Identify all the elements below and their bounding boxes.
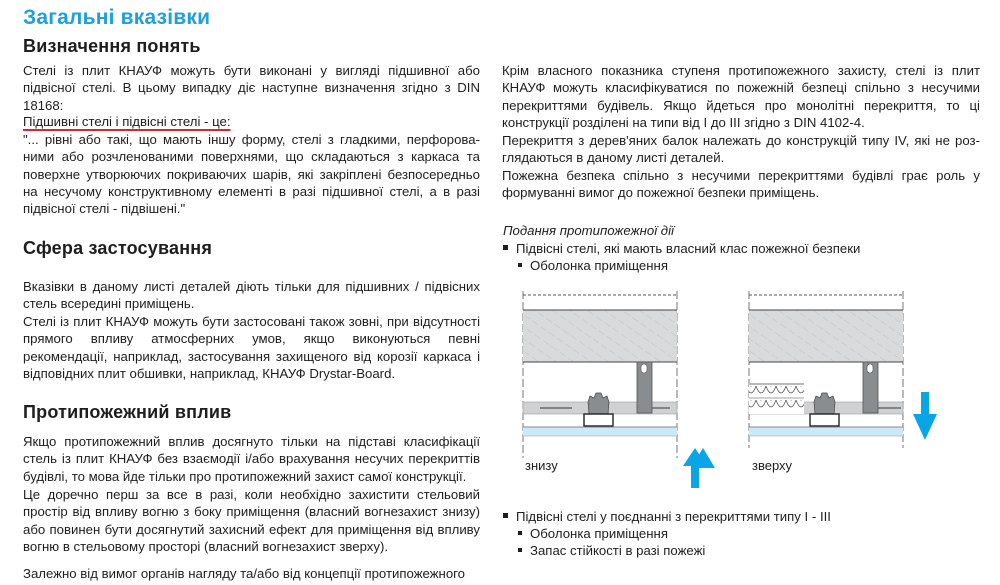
down-arrow-icon [910,392,940,442]
paragraph: Вказівки в даному листі деталей діють тільки для підшивних / підвісних стель всередині приміщень. [23,279,480,312]
list-subitem: Запас стійкості в разі пожежі [518,542,705,559]
ceiling-diagram-above [746,288,916,448]
paragraph: Перекриття з дерев'яних балок належать до конструкцій типу IV, які не роз-глядаються в даному листі деталей. [502,133,980,166]
list-subitem: Оболонка приміщення [518,257,668,274]
paragraph: Якщо протипожежний вплив досягнуто тільки на підставі класифікації стель із плит КНАУФ без взаємодії і/або врахування несучих перекриттів будівлі, то мова йде тільки про протипожежний захист самої конструкції. [23,434,480,484]
page-title: Загальні вказівки [23,6,211,29]
diagram-caption-above: зверху [752,458,793,473]
paragraph: Стелі із плит КНАУФ можуть бути виконані у вигляді підшивної або підвісної стелі. В цьому випадку діє наступне визначення згідно з DIN 18168: [23,63,480,113]
definition-label: Підшивні стелі і підвісні стелі - це: [23,114,231,129]
list-item: Підвісні стелі, які мають власний клас пожежної безпеки [503,240,860,257]
diagram-caption-below: знизу [525,458,558,473]
paragraph-quote: "... рівні або такі, що мають іншу форму, стелі з гладкими, перфорова-ними або розчленованими поверхнями, що складаються з каркаса та поверхне утворюючих покриваючих шарів, які закріплені безпосередньо на несучому конструктивному елементі в разі підшивної стелі, а в разі підвісної стелі - підвішені." [23,132,480,217]
paragraph: Пожежна безпека спільно з несучими перекриттями будівлі грає роль у формуванні вимог до пожежної безпеки приміщень. [502,168,980,201]
paragraph: Крім власного показника ступеня протипожежного захисту, стелі із плит КНАУФ можуть класифікуватися по пожежній безпеці спільно з несучими перекриттями будівель. Якщо йдеться про монолітні перекриття, то ці конструкції розділені на типи від I до III згідно з DIN 4102-4. [502,63,980,130]
underlined-term [23,113,480,130]
paragraph: Залежно від вимог органів нагляду та/або від концепції протипожежного [23,566,466,581]
bullet-icon [518,548,522,552]
bullet-icon [518,531,522,535]
section-heading-scope: Сфера застосування [23,238,213,258]
bullet-icon [518,263,522,267]
bullet-icon [503,513,508,518]
bullet-icon [503,245,508,250]
list-subitem: Оболонка приміщення [518,525,668,542]
up-arrow-icon [680,448,710,490]
fire-section-title: Подання протипожежної дії [503,223,674,238]
section-heading-fire: Протипожежний вплив [23,402,232,422]
section-heading-definitions: Визначення понять [23,36,201,56]
paragraph: Стелі із плит КНАУФ можуть бути застосовані також зовні, при відсутності прямого впливу атмосферних умов, якщо виконуються певні рекомендації, наприклад, застосування захищеного від корозії каркаса і відповідних плит обшивки, наприклад, КНАУФ Drystar-Board. [23,314,480,381]
ceiling-diagram-below [520,288,732,468]
paragraph: Це доречно перш за все в разі, коли необхідно захистити стельовий простір від впливу вогню з боку приміщення (власний вогнезахист знизу) або повинен бути досягнутий захисний ефект для приміщення від впливу вогню в стельовому просторі (власний вогнезахист зверху). [23,487,480,554]
list-item: Підвісні стелі у поєднанні з перекриттями типу I - III [503,508,831,525]
